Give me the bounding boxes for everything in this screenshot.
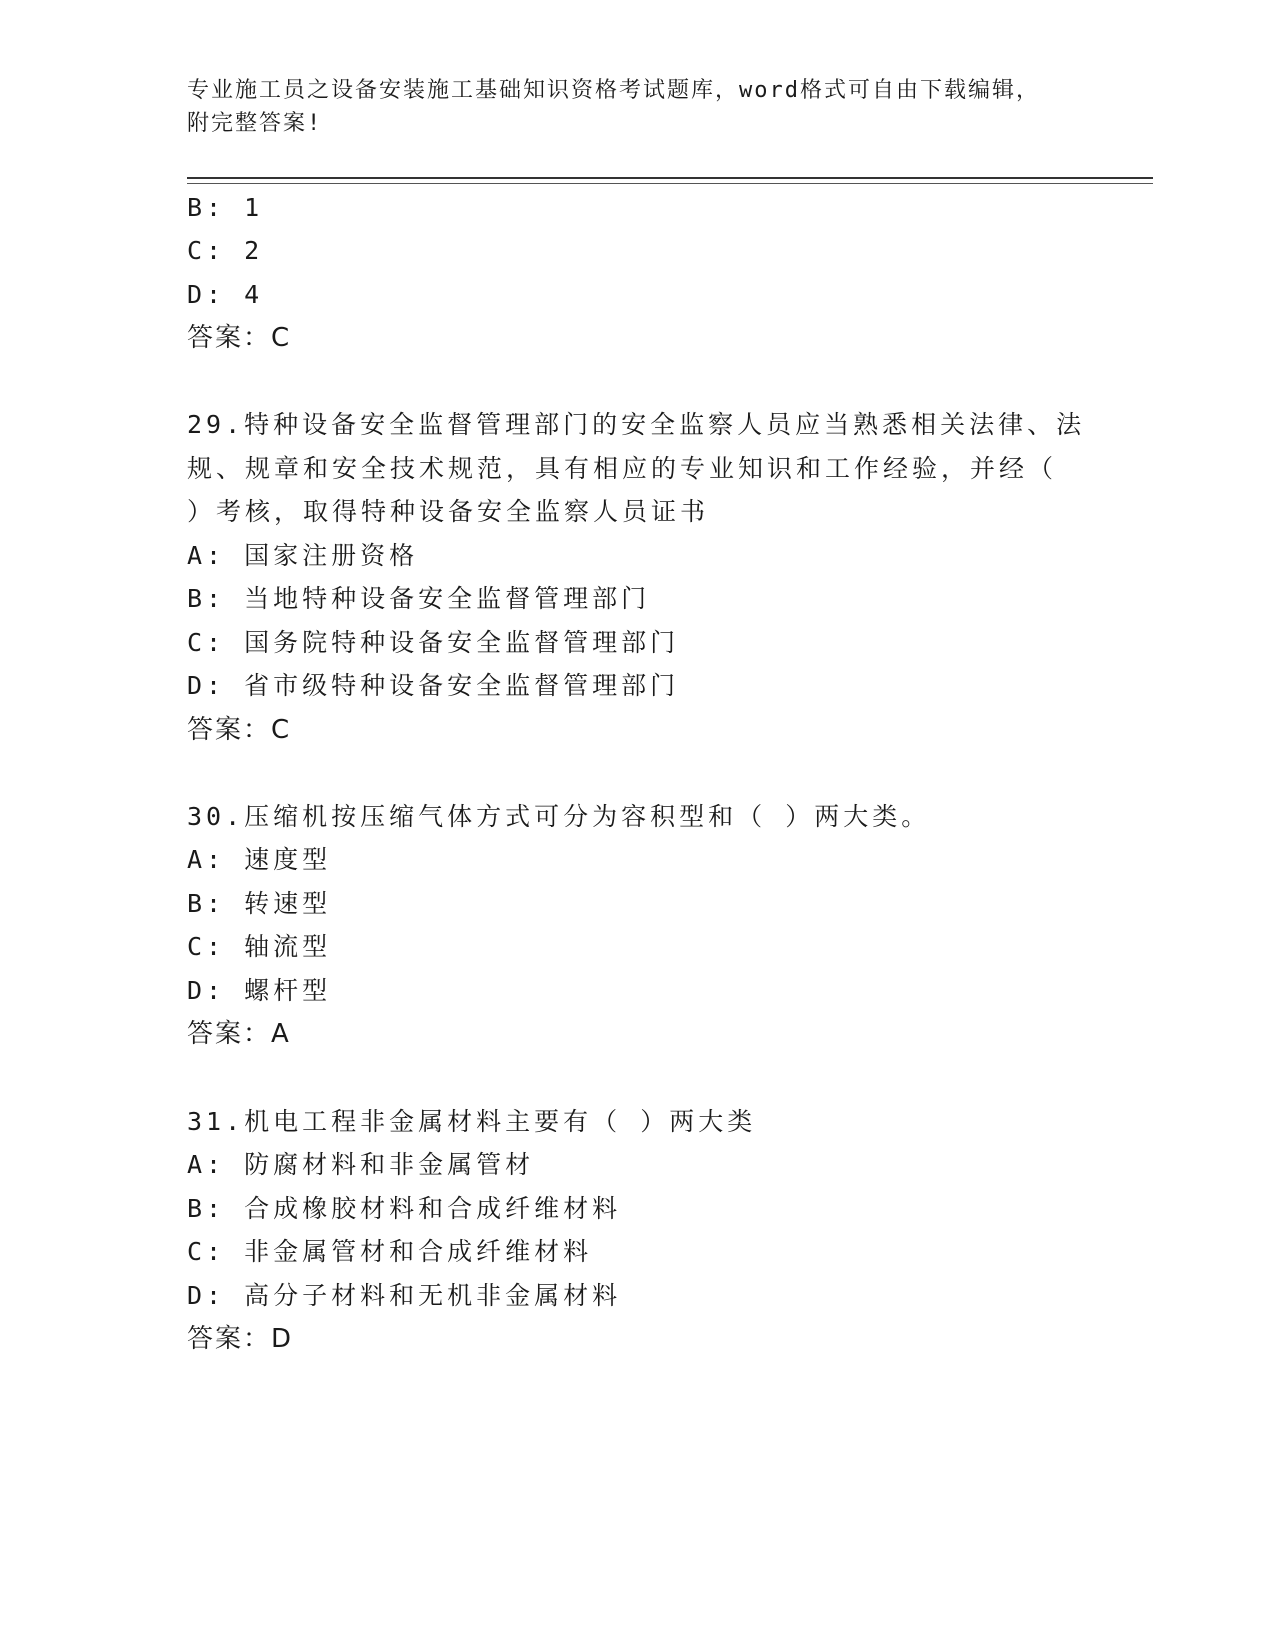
answer-line: 答案：C [187,715,292,745]
option-c: C: 2 [187,236,264,265]
option-d: D: 高分子材料和无机非金属材料 [187,1281,622,1310]
question-stem-line: 31.机电工程非金属材料主要有（ ）两大类 [187,1107,757,1136]
option-c: C: 非金属管材和合成纤维材料 [187,1237,593,1266]
answer-line: 答案：C [187,323,292,353]
header-line-2: 附完整答案! [187,111,323,136]
header-divider-thin [187,183,1153,184]
option-d: D: 4 [187,280,264,309]
question-stem-line: ）考核，取得特种设备安全监察人员证书 [187,497,710,526]
option-b: B: 转速型 [187,889,332,918]
option-a: A: 国家注册资格 [187,541,419,570]
header-divider-thick [187,177,1153,179]
option-b: B: 当地特种设备安全监督管理部门 [187,584,651,613]
header-line-1: 专业施工员之设备安装施工基础知识资格考试题库，word格式可自由下载编辑， [187,78,1040,103]
option-b: B: 合成橡胶材料和合成纤维材料 [187,1194,622,1223]
option-c: C: 轴流型 [187,932,332,961]
document-header [187,74,1067,140]
option-a: A: 速度型 [187,845,332,874]
option-b: B: 1 [187,193,264,222]
question-stem-line: 30.压缩机按压缩气体方式可分为容积型和（ ）两大类。 [187,802,931,831]
question-stem-line: 29.特种设备安全监督管理部门的安全监察人员应当熟悉相关法律、法 [187,410,1086,439]
option-c: C: 国务院特种设备安全监督管理部门 [187,628,680,657]
option-d: D: 螺杆型 [187,976,332,1005]
option-d: D: 省市级特种设备安全监督管理部门 [187,671,680,700]
answer-line: 答案：A [187,1019,291,1049]
option-a: A: 防腐材料和非金属管材 [187,1150,535,1179]
question-stem-line: 规、规章和安全技术规范，具有相应的专业知识和工作经验，并经（ [187,454,1058,483]
answer-line: 答案：D [187,1324,294,1354]
